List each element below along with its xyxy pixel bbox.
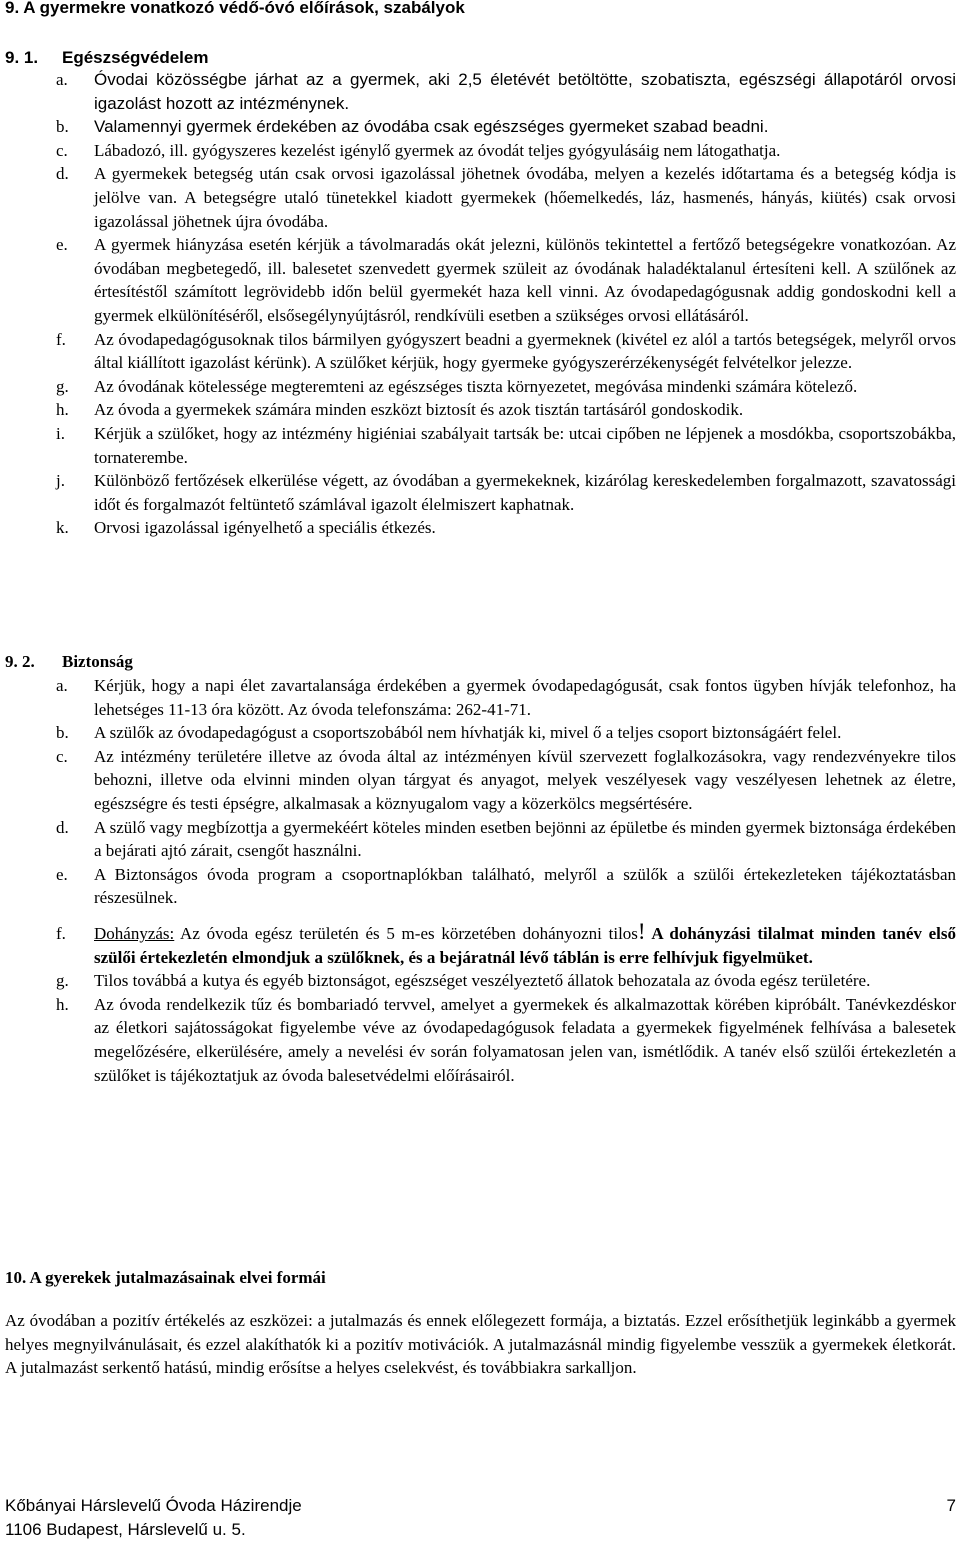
reward-heading: 10. A gyerekek jutalmazásainak elvei formái xyxy=(5,1268,326,1287)
subsection-title: Egészségvédelem xyxy=(62,48,209,67)
subsection-number: 9. 1. xyxy=(5,48,39,67)
list-item: k. Orvosi igazolással igényelhető a speciális étkezés. xyxy=(56,518,436,538)
safety-list xyxy=(56,674,956,1087)
list-item: b. A szülők az óvodapedagógust a csoportszobából nem hívhatják ki, mivel ő a teljes csoport biztonságáért felel. xyxy=(56,723,842,743)
list-item: h. Az óvoda a gyermekek számára minden eszközt biztosít és azok tisztán tartásáról gondoskodik. xyxy=(56,400,744,420)
list-item: d. A szülő vagy megbízottja a gyermekéért köteles minden esetben bejönni az épületbe és minden gyermek biztonsága érdekében a bejárati ajtó zárait, csengőt használni. xyxy=(56,817,956,861)
list-item: j. Különböző fertőzések elkerülése végett, az óvodában a gyermekeknek, kizárólag kereskedelemben forgalmazott, szavatossági időt és forgalmazót feltüntető számlával igazolt élelmiszert kaphatnak. xyxy=(56,471,956,514)
subsection-heading-safety xyxy=(5,650,133,674)
footer-address: 1106 Budapest, Hárslevelű u. 5. xyxy=(5,1520,246,1539)
reward-paragraph: Az óvodában a pozitív értékelés az eszközei: a jutalmazás és ennek előlegezett formája, a biztatás. Ezzel erősíthetjük leginkább a gyermek helyes megnyilvánulásait, és ezzel alakíthatók ki a pozitív motivációk. A jutalmazásnál mindig figyelembe vesszük a gyermekek életkorát. A jutalmazást serkentő hatású, mindig erősítse a helyes cselekvést, és továbbiakra sarkalljon. xyxy=(5,1311,956,1378)
list-item: i. Kérjük a szülőket, hogy az intézmény higiéniai szabályait tartsák be: utcai cipőben ne lépjenek a mosdókba, csoportszobákba, tornaterembe. xyxy=(56,423,956,467)
health-list xyxy=(56,68,956,540)
list-item: c. Lábadozó, ill. gyógyszeres kezelést igénylő gyermek az óvodát teljes gyógyulásáig nem látogathatja. xyxy=(56,140,781,160)
list-item: a. Kérjük, hogy a napi élet zavartalansága érdekében a gyermek óvodapedagógusát, csak fontos ügyben hívják telefonhoz, ha lehetséges 11-13 óra között. Az óvoda telefonszáma: 262-41-71. xyxy=(56,676,956,719)
list-item: b. Valamennyi gyermek érdekében az óvodába csak egészséges gyermeket szabad beadni. xyxy=(56,117,769,137)
page-number: 7 xyxy=(946,1496,956,1515)
list-item: c. Az intézmény területére illetve az óvoda által az intézményen kívül szervezett foglalkozásokra, vagy rendezvényekre tilos behozni, illetve oda elvinni minden olyan tárgyat és anyagot, melyek veszélyesek vagy veszélyesen lehetnek az életre, egészségre és testi épségre, alkalmasak a köznyugalom vagy a közerkölcs megsértésére. xyxy=(56,746,956,813)
subsection-heading-health xyxy=(5,46,208,70)
subsection-number: 9. 2. xyxy=(5,652,35,671)
list-item: g. Az óvodának kötelessége megteremteni az egészséges tiszta környezetet, megóvása mindenki számára kötelező. xyxy=(56,376,858,396)
footer-title: Kőbányai Hárslevelű Óvoda Házirendje xyxy=(5,1496,302,1515)
list-item: g. Tilos továbbá a kutya és egyéb biztonságot, egészséget veszélyeztető állatok behozatala az óvoda egész területére. xyxy=(56,971,871,991)
page-footer xyxy=(5,1494,956,1542)
list-item: f. Az óvodapedagógusoknak tilos bármilyen gyógyszert beadni a gyermeknek (kivétel ez alól a tartós betegségek, melyről orvos által kiállított igazolást kérünk). A szülőket kérjük, hogy gyermeke gyógyszerérzékenységét felvételkor jelezze. xyxy=(56,329,956,373)
smoking-label: Dohányzás: xyxy=(94,923,175,943)
list-item: e. A gyermek hiányzása esetén kérjük a távolmaradás okát jelezni, különös tekintettel a fertőző betegségekre vonatkozóan. Az óvodában megbetegedő, ill. balesetet szenvedett gyermek szüleit az óvodának haladéktalanul értesíteni kell. A szülőnek az értesítéstől számított legrövidebb időn belül gyermekét haza kell vinni. Az óvodapedagógusnak addig gondoskodni kell a gyermek elkülönítéséről, elsősegélynyújtásról, rendkívüli esetben a szükséges orvosi ellátásáról. xyxy=(56,235,956,325)
list-item: f. Dohányzás: Az óvoda egész területén és 5 m-es körzetében dohányozni tilos! A dohányzási tilalmat minden tanév első szülői értekezletén elmondjuk a szülőknek, és a bejáratnál lévő táblán is erre felhívjuk figyelmüket. xyxy=(56,918,956,967)
section-heading: 9. A gyermekre vonatkozó védő-óvó előírások, szabályok xyxy=(5,0,465,17)
subsection-title: Biztonság xyxy=(62,652,133,671)
list-item: e. A Biztonságos óvoda program a csoportnaplókban található, melyről a szülők a szülői értekezleteken tájékoztatásban részesülnek. xyxy=(56,864,956,908)
list-item: h. Az óvoda rendelkezik tűz és bombariadó tervvel, amelyet a gyermekek és alkalmazottak körében kipróbált. Tanévkezdéskor az életkori sajátosságokat figyelembe véve az óvodapedagógusok feladata a gyermekek figyelmének felhívása a balesetek megelőzésére, elkerülésére, amely a nevelési év során folyamatosan jelen van, ismétlődik. A tanév első szülői értekezletén a szülőket is tájékoztatjuk az óvoda balesetvédelmi előírásairól. xyxy=(56,994,956,1085)
list-item: d. A gyermekek betegség után csak orvosi igazolással jöhetnek óvodába, melyen a kezelés időtartama és a betegség kódja is jelölve van. A betegségre utaló tünetekkel kiadott gyermekek (hőemelkedés, láz, hasmenés, hányás, kiütés) csak orvosi igazolással jöhetnek újra óvodába. xyxy=(56,164,956,231)
list-item: a. Óvodai közösségbe járhat az a gyermek, aki 2,5 életévét betöltötte, szobatiszta, egészségi állapotáról orvosi igazolást hozott az intézménynek. xyxy=(56,70,956,113)
